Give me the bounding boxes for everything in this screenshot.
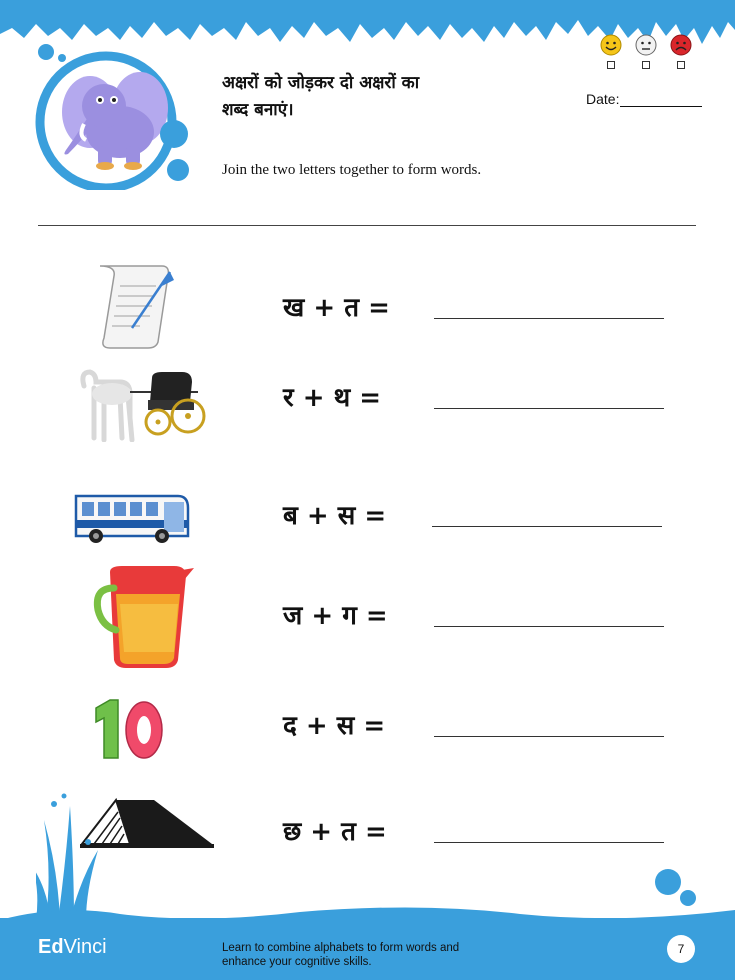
horse-carriage-icon <box>70 352 220 442</box>
letter-equation: द + स = <box>283 711 386 741</box>
exercise-row <box>0 680 735 770</box>
date-label: Date: <box>586 91 620 107</box>
letter-equation: र + थ = <box>283 383 382 413</box>
feedback-faces <box>598 34 698 74</box>
footer-wave-decoration <box>0 900 735 920</box>
number-ten-icon <box>70 680 220 770</box>
neutral-face-option[interactable] <box>633 34 659 69</box>
answer-blank[interactable] <box>434 408 664 409</box>
happy-face-icon <box>600 34 622 56</box>
footer-tagline: Learn to combine alphabets to form words and enhance your cognitive skills. <box>222 942 460 968</box>
letter-equation: छ + त = <box>283 817 387 847</box>
answer-blank[interactable] <box>434 318 664 319</box>
answer-blank[interactable] <box>434 626 664 627</box>
answer-blank[interactable] <box>434 842 664 843</box>
happy-checkbox[interactable] <box>607 61 615 69</box>
neutral-face-icon <box>635 34 657 56</box>
exercise-row <box>0 570 735 660</box>
date-blank[interactable] <box>620 93 702 107</box>
jug-icon <box>70 564 220 674</box>
header-divider <box>38 225 696 226</box>
exercise-row <box>0 470 735 560</box>
happy-face-option[interactable] <box>598 34 624 69</box>
exercise-row <box>0 352 735 442</box>
sad-face-icon <box>670 34 692 56</box>
page-number: 7 <box>667 935 695 963</box>
sad-face-option[interactable] <box>668 34 694 69</box>
edvinci-logo: EdVinci <box>38 936 107 958</box>
letter-equation: ज + ग = <box>283 601 388 631</box>
exercise-row <box>0 262 735 352</box>
bus-icon <box>70 470 220 560</box>
letter-equation: ब + स = <box>283 501 387 531</box>
sad-checkbox[interactable] <box>677 61 685 69</box>
answer-blank[interactable] <box>432 526 662 527</box>
scroll-paper-quill-icon <box>70 262 220 352</box>
answer-blank[interactable] <box>434 736 664 737</box>
neutral-checkbox[interactable] <box>642 61 650 69</box>
letter-equation: ख + त = <box>283 293 390 323</box>
page-title: अक्षरों को जोड़कर दो अक्षरों का शब्द बनाएं। <box>222 73 420 120</box>
date-field[interactable] <box>586 91 702 107</box>
bubbles-decoration <box>150 110 200 190</box>
instruction-text: Join the two letters together to form words. <box>222 162 482 178</box>
